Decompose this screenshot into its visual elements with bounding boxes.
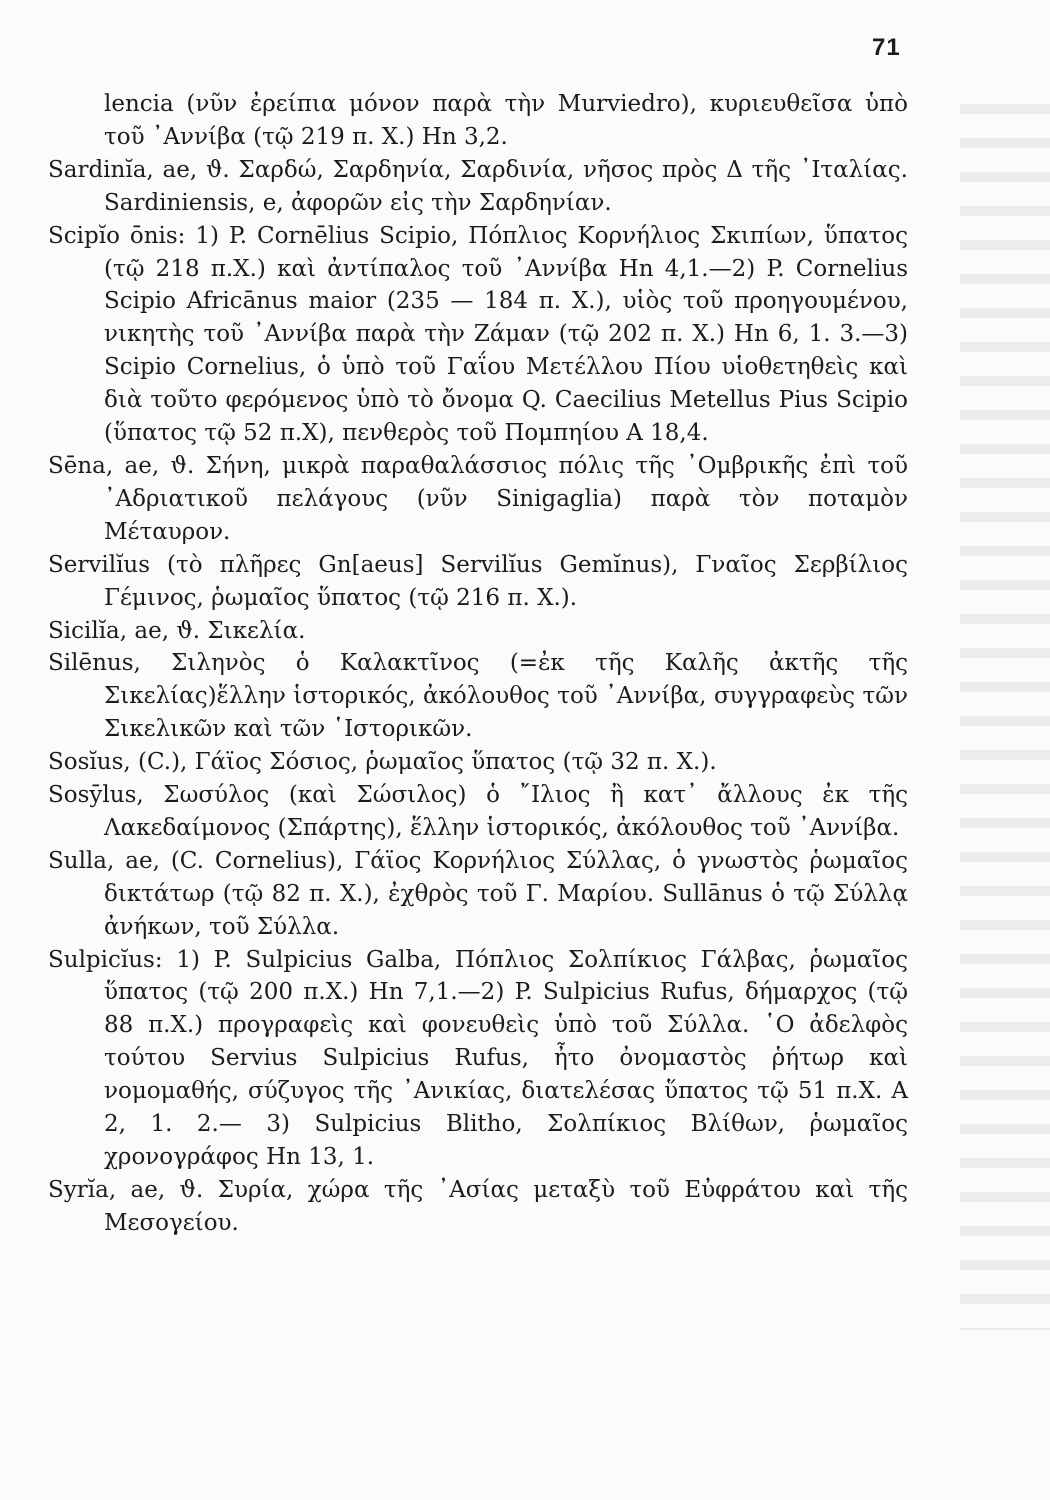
entry-sicilia: Sicilĭa, ae, ϑ. Σικελία. xyxy=(48,617,306,644)
page-number: 71 xyxy=(872,34,901,61)
entry-servilius: Servilĭus (τὸ πλῆρες Gn[aeus] Servilĭus Gemĭnus), Γναῖος Σερβίλιος Γέμινος, ῥωμαῖος ὕπατος (τῷ 216 π. Χ.). xyxy=(48,551,908,611)
entry-sulpicius: Sulpicĭus: 1) P. Sulpicius Galba, Πόπλιος Σολπίκιος Γάλβας, ῥωμαῖος ὕπατος (τῷ 200 π.Χ.) Hn 7,1.—2) P. Sulpicius Rufus, δήμαρχος (τῷ 88 π.Χ.) προγραφεὶς καὶ φονευθεὶς ὑπὸ τοῦ Σύλλα. ῾Ο ἀδελφὸς τούτου Servius Sulpicius Rufus, ἦτο ὀνομαστὸς ῥήτωρ καὶ νομομαθής, σύζυγος τῆς ᾿Ανικίας, διατελέσας ὕπατος τῷ 51 π.Χ. Α 2, 1. 2.— 3) Sulpicius Blitho, Σολπίκιος Βλίθων, ῥωμαῖος χρονογράφος Hn 13, 1. xyxy=(48,946,908,1170)
entry-scipio: Scipĭo ōnis: 1) P. Cornēlius Scipio, Πόπλιος Κορνήλιος Σκιπίων, ὕπατος (τῷ 218 π.Χ.) καὶ ἀντίπαλος τοῦ ᾿Αννίβα Hn 4,1.—2) P. Cornelius Scipio Africānus maior (235 — 184 π. Χ.), υἱὸς τοῦ προηγουμένου, νικητὴς τοῦ ᾿Αννίβα παρὰ τὴν Ζάμαν (τῷ 202 π. Χ.) Hn 6, 1. 3.—3) Scipio Cornelius, ὁ ὑπὸ τοῦ Γαΐου Μετέλλου Πίου υἱοθετηθεὶς καὶ διὰ τοῦτο φερόμενος ὑπὸ τὸ ὄνομα Q. Caecilius Metellus Pius Scipio (ὕπατος τῷ 52 π.Χ), πενθερὸς τοῦ Πομπηίου Α 18,4. xyxy=(48,222,908,447)
bleed-through-shadow xyxy=(960,80,1050,1330)
entry-sulla: Sulla, ae, (C. Cornelius), Γάϊος Κορνήλιος Σύλλας, ὁ γνωστὸς ῥωμαῖος δικτάτωρ (τῷ 82 π. Χ.), ἐχθρὸς τοῦ Γ. Μαρίου. Sullānus ὁ τῷ Σύλλᾳ ἀνήκων, τοῦ Σύλλα. xyxy=(48,847,908,940)
entry-sena: Sēna, ae, ϑ. Σήνη, μικρὰ παραθαλάσσιος πόλις τῆς ᾿Ομβρικῆς ἐπὶ τοῦ ᾿Αδριατικοῦ πελάγους (νῦν Sinigaglia) παρὰ τὸν ποταμὸν Μέταυρον. xyxy=(48,452,908,545)
entry-sosius: Sosĭus, (C.), Γάϊος Σόσιος, ῥωμαῖος ὕπατος (τῷ 32 π. Χ.). xyxy=(48,749,717,776)
dictionary-text xyxy=(48,88,908,1240)
entry-sosylus: Sosȳlus, Σωσύλος (καὶ Σώσιλος) ὁ ῎Ιλιος ἢ κατ᾿ ἄλλους ἐκ τῆς Λακεδαίμονος (Σπάρτης), ἕλλην ἱστορικός, ἀκόλουθος τοῦ ᾿Αννίβα. xyxy=(48,782,908,841)
entry-sardinia: Sardinĭa, ae, ϑ. Σαρδώ, Σαρδηνία, Σαρδινία, νῆσος πρὸς Δ τῆς ᾿Ιταλίας. Sardiniensis, e, ἀφορῶν εἰς τὴν Σαρδηνίαν. xyxy=(48,156,908,216)
entry-syria: Syrĭa, ae, ϑ. Συρία, χώρα τῆς ᾿Ασίας μεταξὺ τοῦ Εὐφράτου καὶ τῆς Μεσογείου. xyxy=(48,1176,908,1236)
entry-silenus: Silēnus, Σιληνὸς ὁ Καλακτῖνος (=ἐκ τῆς Καλῆς ἀκτῆς τῆς Σικελίας)ἕλλην ἱστορικός, ἀκόλουθος τοῦ ᾿Αννίβα, συγγραφεὺς τῶν Σικελικῶν καὶ τῶν ῾Ιστορικῶν. xyxy=(48,650,908,743)
entry-valencia-continued: lencia (νῦν ἐρείπια μόνον παρὰ τὴν Murviedro), κυριευθεῖσα ὑπὸ τοῦ ᾿Αννίβα (τῷ 219 π. Χ.) Hn 3,2. xyxy=(104,91,908,150)
